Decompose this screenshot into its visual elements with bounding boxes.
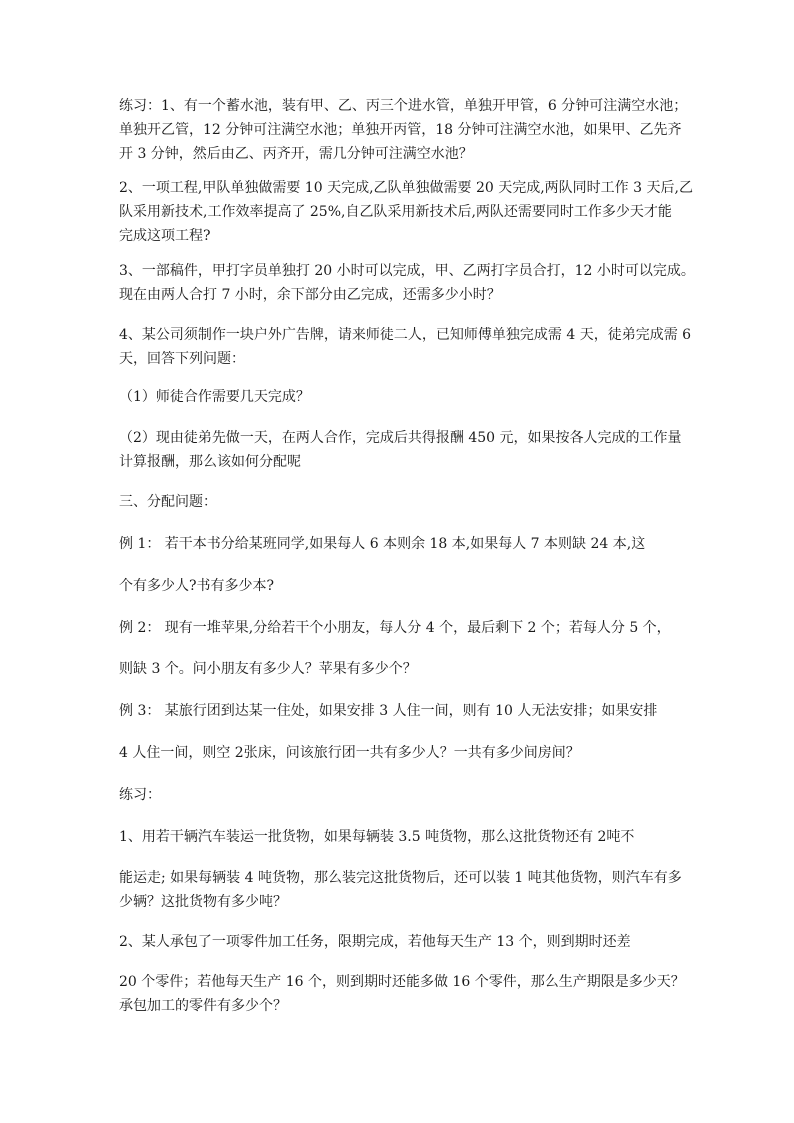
example-2-paragraph [119,616,679,640]
text-line: 个有多少人?书有多少本? [119,578,275,594]
text-line: （2）现由徒弟先做一天，在两人合作，完成后共得报酬 450 元，如果按各人完成的工作量 [119,430,682,446]
text-line: 能运走; 如果每辆装 4 吨货物，那么装完这批货物后，还可以装 1 吨其他货物，则汽车有多 [119,870,682,886]
text-line: 例 2： 现有一堆苹果,分给若干个小朋友，每人分 4 个，最后剩下 2 个；若每人分 5 个， [119,620,671,636]
example-2-continuation [119,657,679,681]
example-1-continuation [119,574,679,598]
text-line: 2、某人承包了一项零件加工任务，限期完成，若他每天生产 13 个，则到期时还差 [119,934,631,950]
section-heading [119,490,679,514]
exercise-2-paragraph [119,176,693,248]
example-3-continuation [119,741,679,765]
text-line: 现在由两人合打 7 小时，余下部分由乙完成，还需多少小时？ [119,287,501,303]
text-line: 三、分配问题： [119,494,217,510]
example-3-paragraph [119,699,679,723]
text-line: 天，回答下列问题： [119,351,245,367]
text-line: 承包加工的零件有多少个？ [119,998,287,1014]
text-line: 练习：1、有一个蓄水池，装有甲、乙、丙三个进水管，单独开甲管，6 分钟可注满空水池； [119,98,688,114]
text-line: 完成这项工程? [119,228,211,244]
question-2-paragraph [119,426,682,474]
question-1-paragraph [119,385,679,409]
text-line: 则缺 3 个。问小朋友有多少人？苹果有多少个？ [119,661,417,677]
text-line: 开 3 分钟，然后由乙、丙齐开，需几分钟可注满空水池？ [119,146,473,162]
practice-2-continuation [119,970,685,1018]
exercise-4-paragraph [119,323,692,371]
exercise-1-paragraph [119,94,688,166]
text-line: 练习： [119,787,161,803]
text-line: 少辆？这批货物有多少吨？ [119,894,287,910]
practice-2-paragraph [119,930,679,954]
practice-heading [119,783,679,807]
practice-1-continuation [119,866,682,914]
text-line: 例 1： 若干本书分给某班同学,如果每人 6 本则余 18 本,如果每人 7 本则缺 24 本,这 [119,536,646,552]
text-line: 队采用新技术,工作效率提高了 25%,自乙队采用新技术后,两队还需要同时工作多少天才能 [119,204,672,220]
text-line: 2、一项工程,甲队单独做需要 10 天完成,乙队单独做需要 20 天完成,两队同时工作 3 天后,乙 [119,180,693,196]
text-line: 计算报酬，那么该如何分配呢 [119,454,301,470]
text-line: 单独开乙管，12 分钟可注满空水池；单独开丙管，18 分钟可注满空水池，如果甲、乙先齐 [119,122,682,138]
example-1-paragraph [119,532,679,556]
text-line: 4 人住一间，则空 2张床，问该旅行团一共有多少人？一共有多少间房间？ [119,745,580,761]
text-line: 4、某公司须制作一块户外广告牌，请来师徒二人，已知师傅单独完成需 4 天，徒弟完成需 6 [119,327,692,343]
practice-1-paragraph [119,825,679,849]
exercise-3-paragraph [119,259,695,307]
text-line: （1）师徒合作需要几天完成？ [119,389,310,405]
text-line: 3、一部稿件，甲打字员单独打 20 小时可以完成，甲、乙两打字员合打，12 小时可以完成。 [119,263,695,279]
text-line: 1、用若干辆汽车装运一批货物，如果每辆装 3.5 吨货物，那么这批货物还有 2吨不 [119,829,635,845]
text-line: 20 个零件；若他每天生产 16 个，则到期时还能多做 16 个零件，那么生产期限是多少天？ [119,974,685,990]
text-line: 例 3： 某旅行团到达某一住处，如果安排 3 人住一间，则有 10 人无法安排；如果安排 [119,703,658,719]
